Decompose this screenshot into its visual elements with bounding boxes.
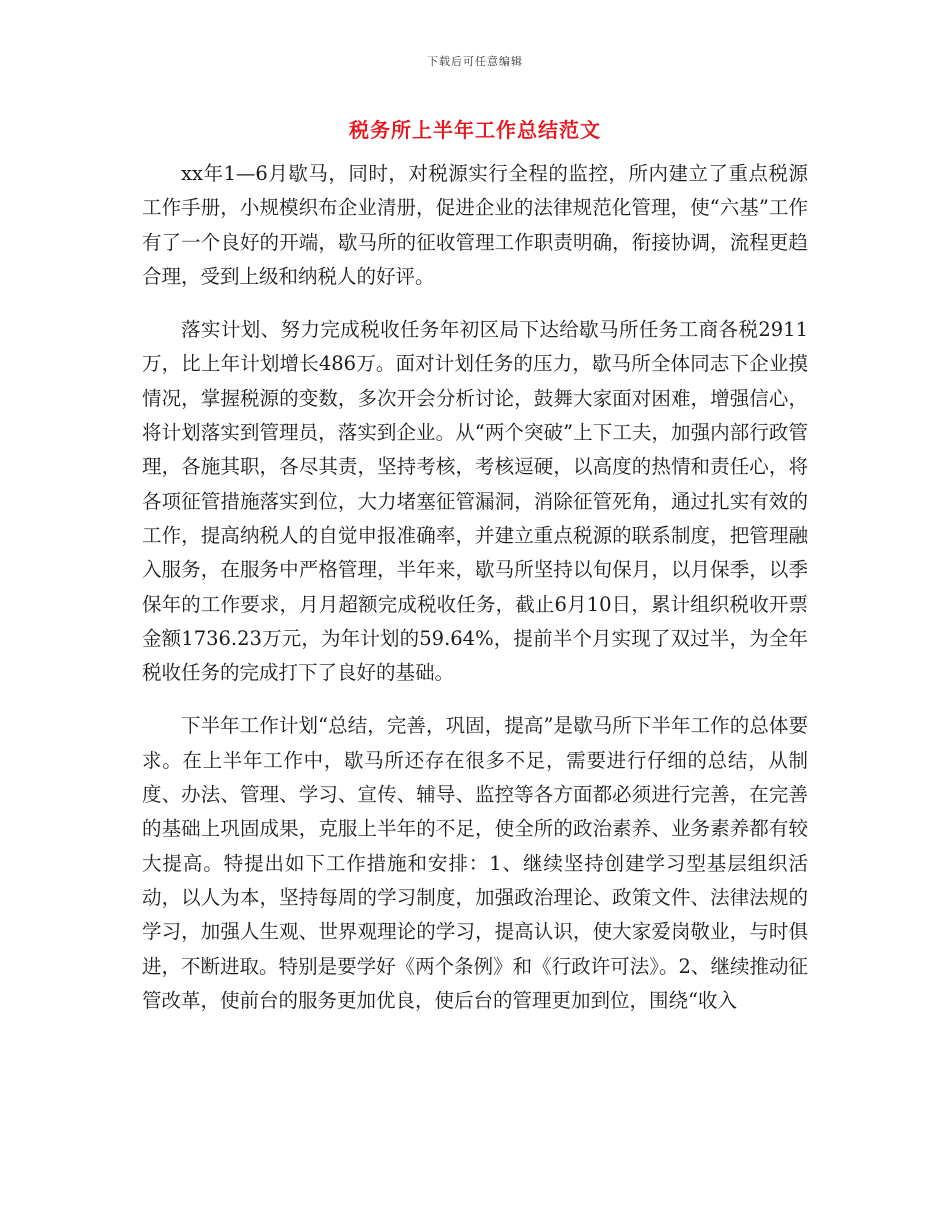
paragraph-3: 下半年工作计划“总结，完善，巩固，提高”是歇马所下半年工作的总体要求。在上半年工作中，歇马所还存在很多不足，需要进行仔细的总结，从制度、办法、管理、学习、宣传、辅导、监控等各方面都必须进行完善，在完善的基础上巩固成果，克服上半年的不足，使全所的政治素养、业务素养都有较大提高。特提出如下工作措施和安排：1、继续坚持创建学习型基层组织活动，以人为本，坚持每周的学习制度，加强政治理论、政策文件、法律法规的学习，加强人生观、世界观理论的学习，提高认识，使大家爱岗敬业，与时俱进，不断进取。特别是要学好《两个条例》和《行政许可法》。2、继续推动征管改革，使前台的服务更加优良，使后台的管理更加到位，围绕“收入 [142,714,808,1012]
document-title: 税务所上半年工作总结范文 [349,118,601,142]
paragraph-1: xx年1—6月歇马，同时，对税源实行全程的监控，所内建立了重点税源工作手册，小规模织布企业清册，促进企业的法律规范化管理，使“六基”工作有了一个良好的开端，歇马所的征收管理工作职责明确，衔接协调，流程更趋合理，受到上级和纳税人的好评。 [142,162,808,288]
header-note: 下载后可任意编辑 [427,55,523,68]
document-body [142,157,808,1037]
paragraph-2: 落实计划、努力完成税收任务年初区局下达给歇马所任务工商各税2911万，比上年计划增长486万。面对计划任务的压力，歇马所全体同志下企业摸情况，掌握税源的变数，多次开会分析讨论，鼓舞大家面对困难，增强信心，将计划落实到管理员，落实到企业。从“两个突破”上下工夫，加强内部行政管理，各施其职，各尽其责，坚持考核，考核逗硬，以高度的热情和责任心，将各项征管措施落实到位，大力堵塞征管漏洞，消除征管死角，通过扎实有效的工作，提高纳税人的自觉申报准确率，并建立重点税源的联系制度，把管理融入服务，在服务中严格管理，半年来，歇马所坚持以旬保月，以月保季，以季保年的工作要求，月月超额完成税收任务，截止6月10日，累计组织税收开票金额1736.23万元，为年计划的59.64%，提前半个月实现了双过半，为全年税收任务的完成打下了良好的基础。 [142,318,808,685]
